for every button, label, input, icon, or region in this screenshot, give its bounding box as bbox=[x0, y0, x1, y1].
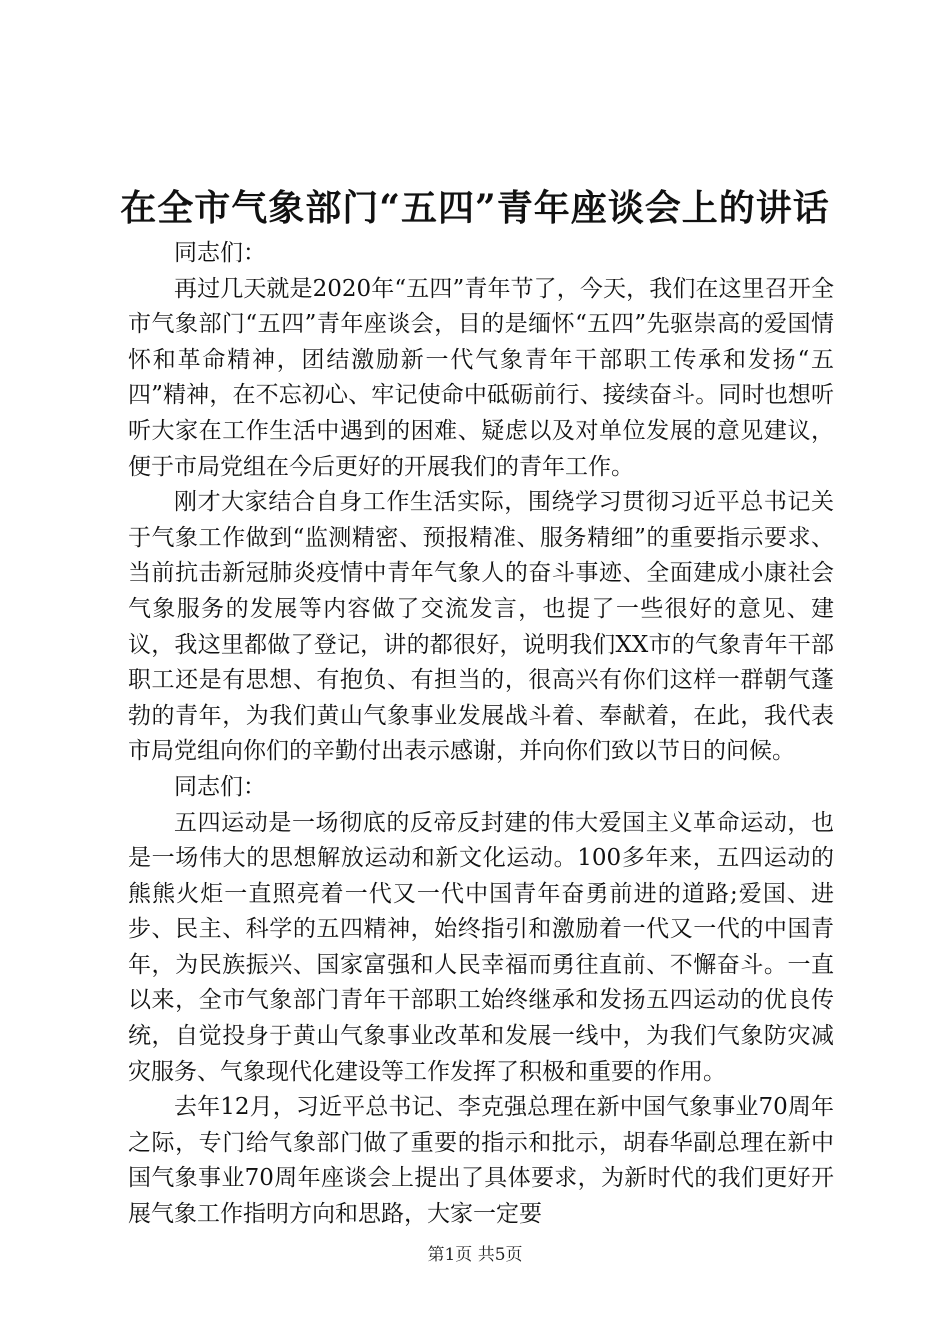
salutation: 同志们： bbox=[174, 773, 266, 800]
document-body bbox=[128, 236, 834, 1233]
body-paragraph: 刚才大家结合自身工作生活实际，围绕学习贯彻习近平总书记关于气象工作做到“监测精密、预报精准、服务精细”的重要指示要求、当前抗击新冠肺炎疫情中青年气象人的奋斗事迹、全面建成小康社会气象服务的发展等内容做了交流发言，也提了一些很好的意见、建议，我这里都做了登记，讲的都很好，说明我们XX市的气象青年干部职工还是有思想、有抱负、有担当的，很高兴有你们这样一群朝气蓬勃的青年，为我们黄山气象事业发展战斗着、奉献着，在此，我代表市局党组向你们的辛勤付出表示感谢，并向你们致以节日的问候。 bbox=[128, 489, 834, 765]
body-paragraph: 去年12月，习近平总书记、李克强总理在新中国气象事业70周年之际，专门给气象部门做了重要的指示和批示，胡春华副总理在新中国气象事业70周年座谈会上提出了具体要求，为新时代的我们更好开展气象工作指明方向和思路，大家一定要 bbox=[128, 1094, 834, 1228]
body-paragraph: 再过几天就是2020年“五四”青年节了，今天，我们在这里召开全市气象部门“五四”青年座谈会，目的是缅怀“五四”先驱崇高的爱国情怀和革命精神，团结激励新一代气象青年干部职工传承和发扬“五四”精神，在不忘初心、牢记使命中砥砺前行、接续奋斗。同时也想听听大家在工作生活中遇到的困难、疑虑以及对单位发展的意见建议，便于市局党组在今后更好的开展我们的青年工作。 bbox=[128, 275, 834, 480]
body-paragraph: 五四运动是一场彻底的反帝反封建的伟大爱国主义革命运动，也是一场伟大的思想解放运动和新文化运动。100多年来，五四运动的熊熊火炬一直照亮着一代又一代中国青年奋勇前进的道路;爱国、进步、民主、科学的五四精神，始终指引和激励着一代又一代的中国青年，为民族振兴、国家富强和人民幸福而勇往直前、不懈奋斗。一直以来，全市气象部门青年干部职工始终继承和发扬五四运动的优良传统，自觉投身于黄山气象事业改革和发展一线中，为我们气象防灾减灾服务、气象现代化建设等工作发挥了积极和重要的作用。 bbox=[128, 809, 834, 1085]
salutation: 同志们： bbox=[174, 240, 266, 266]
document-title: 在全市气象部门“五四”青年座谈会上的讲话 bbox=[120, 187, 830, 229]
page-number-footer: 第1页 共5页 bbox=[427, 1245, 523, 1265]
